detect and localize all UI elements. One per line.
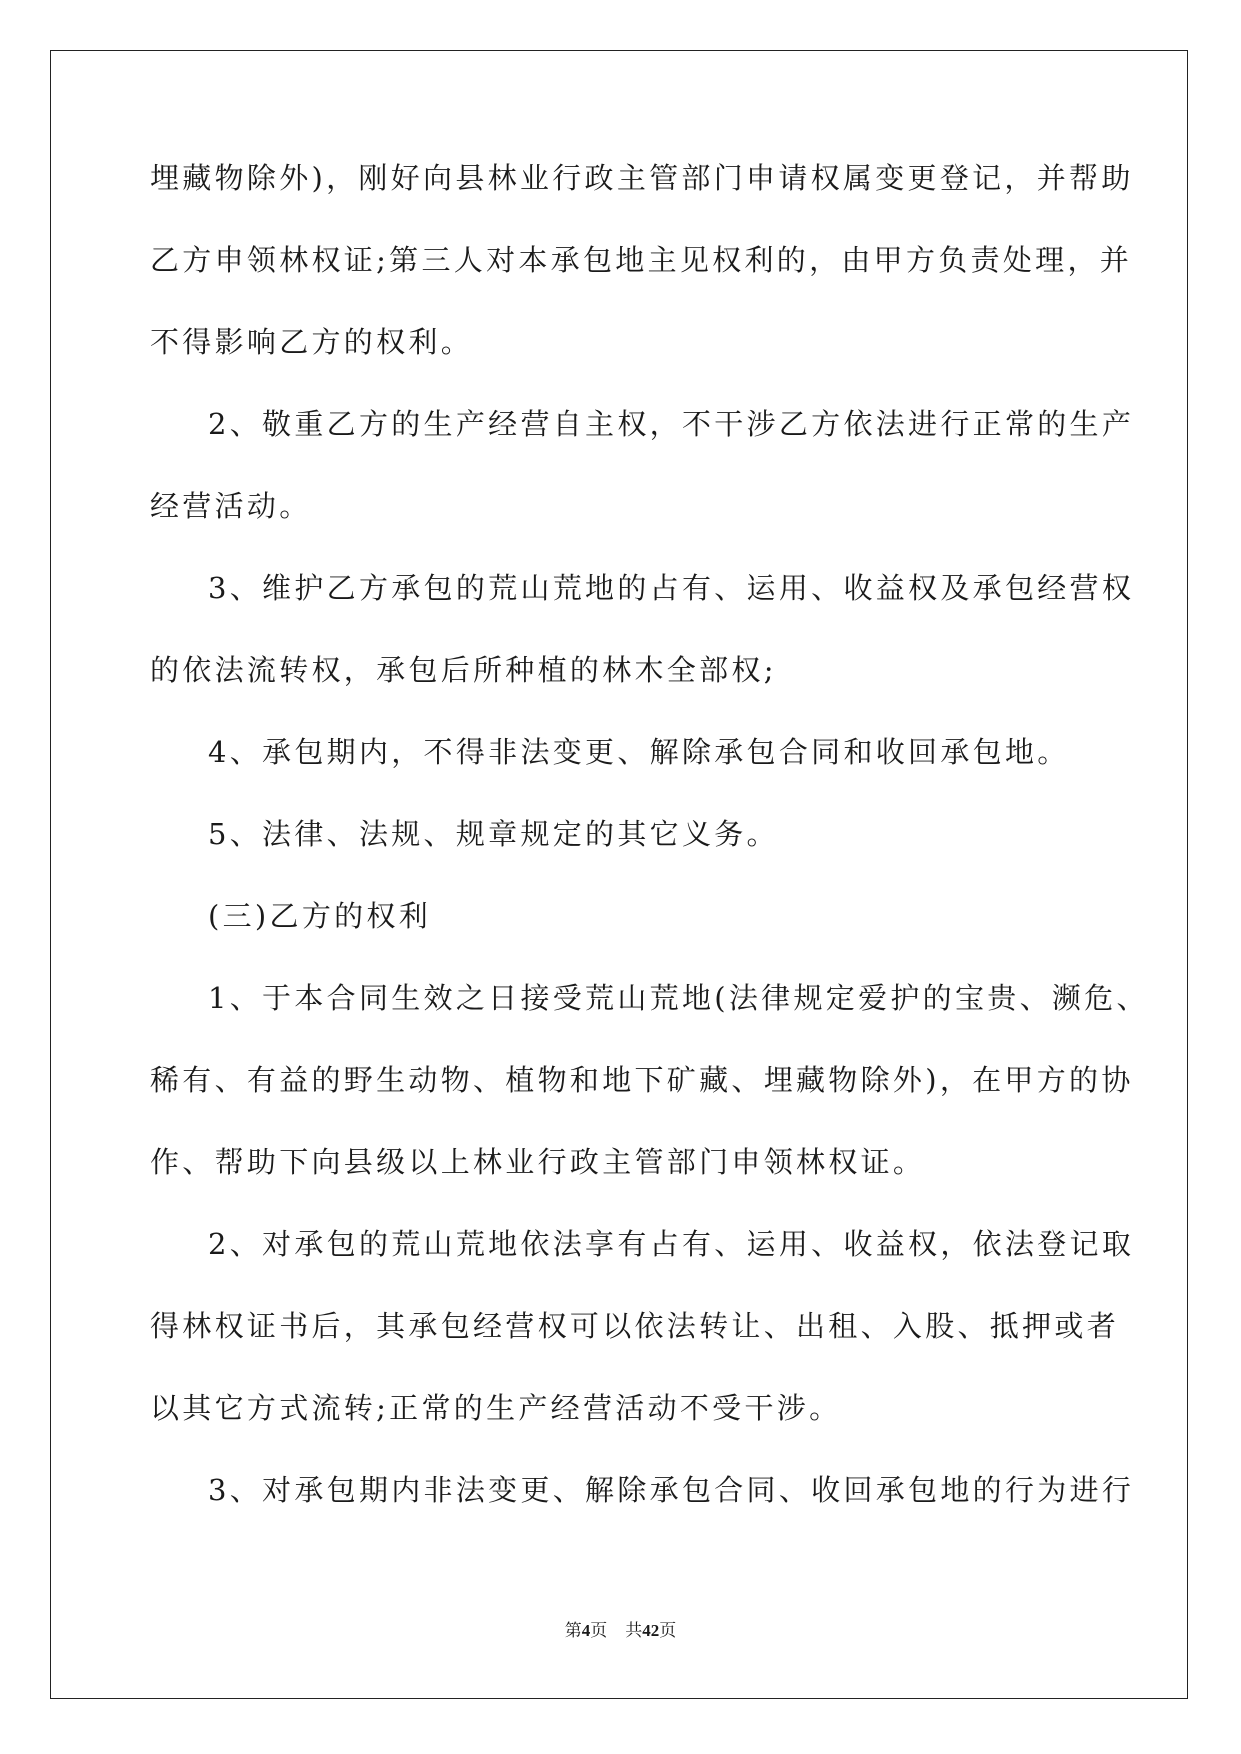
text-line: 稀有、有益的野生动物、植物和地下矿藏、埋藏物除外)，在甲方的协 [150,1063,1134,1097]
text-line: 1、于本合同生效之日接受荒山荒地(法律规定爱护的宝贵、濒危、 [208,981,1149,1015]
text-line: 埋藏物除外)，刚好向县林业行政主管部门申请权属变更登记，并帮助 [150,161,1134,195]
text-line: 乙方申领林权证;第三人对本承包地主见权利的，由甲方负责处理，并 [150,243,1133,277]
text-line: 作、帮助下向县级以上林业行政主管部门申领林权证。 [150,1145,926,1179]
page-prefix: 第 [564,1621,582,1640]
text-line: 2、对承包的荒山荒地依法享有占有、运用、收益权，依法登记取 [208,1227,1135,1261]
total-suffix: 页 [659,1621,677,1640]
total-pages-number: 42 [642,1621,660,1640]
total-prefix: 共 [625,1621,643,1640]
text-line: 得林权证书后，其承包经营权可以依法转让、出租、入股、抵押或者 [150,1309,1120,1343]
text-line: 的依法流转权，承包后所种植的林木全部权; [150,653,777,687]
text-line: 3、维护乙方承包的荒山荒地的占有、运用、收益权及承包经营权 [208,571,1135,605]
text-line: 不得影响乙方的权利。 [150,325,474,359]
document-body [150,158,1149,1552]
page-suffix: 页 [590,1621,608,1640]
text-line: 经营活动。 [150,489,312,523]
section-heading: (三)乙方的权利 [208,899,432,933]
page-footer [0,1616,1241,1641]
text-line: 5、法律、法规、规章规定的其它义务。 [208,817,779,851]
text-line: 2、敬重乙方的生产经营自主权，不干涉乙方依法进行正常的生产 [208,407,1135,441]
text-line: 以其它方式流转;正常的生产经营活动不受干涉。 [150,1391,842,1425]
text-line: 3、对承包期内非法变更、解除承包合同、收回承包地的行为进行 [208,1473,1135,1507]
current-page-number: 4 [581,1621,591,1640]
text-line: 4、承包期内，不得非法变更、解除承包合同和收回承包地。 [208,735,1070,769]
